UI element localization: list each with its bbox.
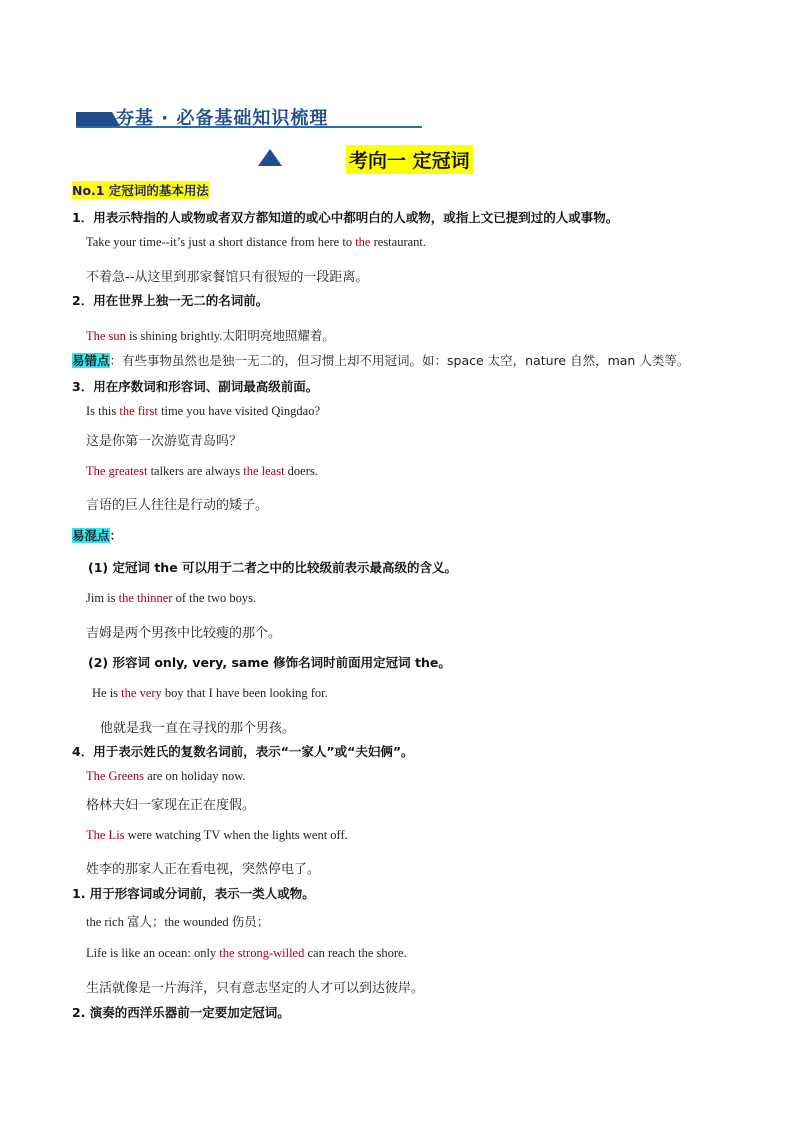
item-1-example-en: Take your time--it’s just a short distance from here to the restaurant. [86, 235, 427, 249]
item-2-example: The sun is shining brightly.太阳明亮地照耀着。 [86, 329, 335, 343]
sub-point-2-example-en: He is the very boy that I have been looking for. [92, 686, 328, 700]
section-title: 考向一 定冠词 [346, 145, 473, 174]
item-3-example-1-cn: 这是你第一次游览青岛吗？ [86, 434, 243, 449]
item-3-example-2-cn: 言语的巨人往往是行动的矮子。 [86, 498, 269, 513]
item-4-example-2-cn: 姓李的那家人正在看电视，突然停电了。 [86, 862, 321, 877]
sub-point-2-example-cn: 他就是我一直在寻找的那个男孩。 [100, 721, 296, 736]
header-title: 夯基 · 必备基础知识梳理 [116, 108, 329, 129]
triangle-icon [258, 149, 282, 166]
item-j1-example-2-cn: 生活就像是一片海洋，只有意志坚定的人才可以到达彼岸。 [86, 981, 425, 996]
item-3-heading: 3．用在序数词和形容词、副词最高级前面。 [72, 379, 319, 394]
item-4-example-2-en: The Lis were watching TV when the lights went off. [86, 828, 348, 842]
sub-heading: No.1 定冠词的基本用法 [72, 183, 209, 198]
item-2-heading: 2．用在世界上独一无二的名词前。 [72, 293, 269, 308]
sub-point-2-heading: (2) 形容词 only, very, same 修饰名词时前面用定冠词 the。 [88, 655, 451, 670]
item-3-example-2-en: The greatest talkers are always the least doers. [86, 464, 318, 478]
item-3-example-1-en: Is this the first time you have visited Qingdao? [86, 404, 321, 418]
note-easy-mistake: 易错点：有些事物虽然也是独一无二的，但习惯上却不用冠词。如：space 太空，nature 自然，man 人类等。 [72, 353, 690, 368]
sub-point-1-example-en: Jim is the thinner of the two boys. [86, 591, 257, 605]
sub-point-1-heading: (1) 定冠词 the 可以用于二者之中的比较级前表示最高级的含义。 [88, 560, 458, 575]
item-j1-example-1: the rich 富人；the wounded 伤员； [86, 915, 270, 929]
sub-point-1-example-cn: 吉姆是两个男孩中比较瘦的那个。 [86, 626, 282, 641]
header-bar-decoration [76, 112, 112, 126]
item-j1-heading: 1. 用于形容词或分词前，表示一类人或物。 [72, 886, 315, 901]
item-j1-example-2-en: Life is like an ocean: only the strong-willed can reach the shore. [86, 946, 407, 960]
item-1-heading: 1．用表示特指的人或物或者双方都知道的或心中都明白的人或物，或指上文已提到过的人或事物。 [72, 210, 619, 225]
item-1-example-cn: 不着急--从这里到那家餐馆只有很短的一段距离。 [86, 270, 369, 285]
item-4-example-1-en: The Greens are on holiday now. [86, 769, 246, 783]
item-j2-heading: 2. 演奏的西洋乐器前一定要加定冠词。 [72, 1005, 290, 1020]
item-4-example-1-cn: 格林夫妇一家现在正在度假。 [86, 798, 256, 813]
note-easy-confuse: 易混点： [72, 528, 123, 543]
item-4-heading: 4．用于表示姓氏的复数名词前，表示“一家人”或“夫妇俩”。 [72, 744, 414, 759]
